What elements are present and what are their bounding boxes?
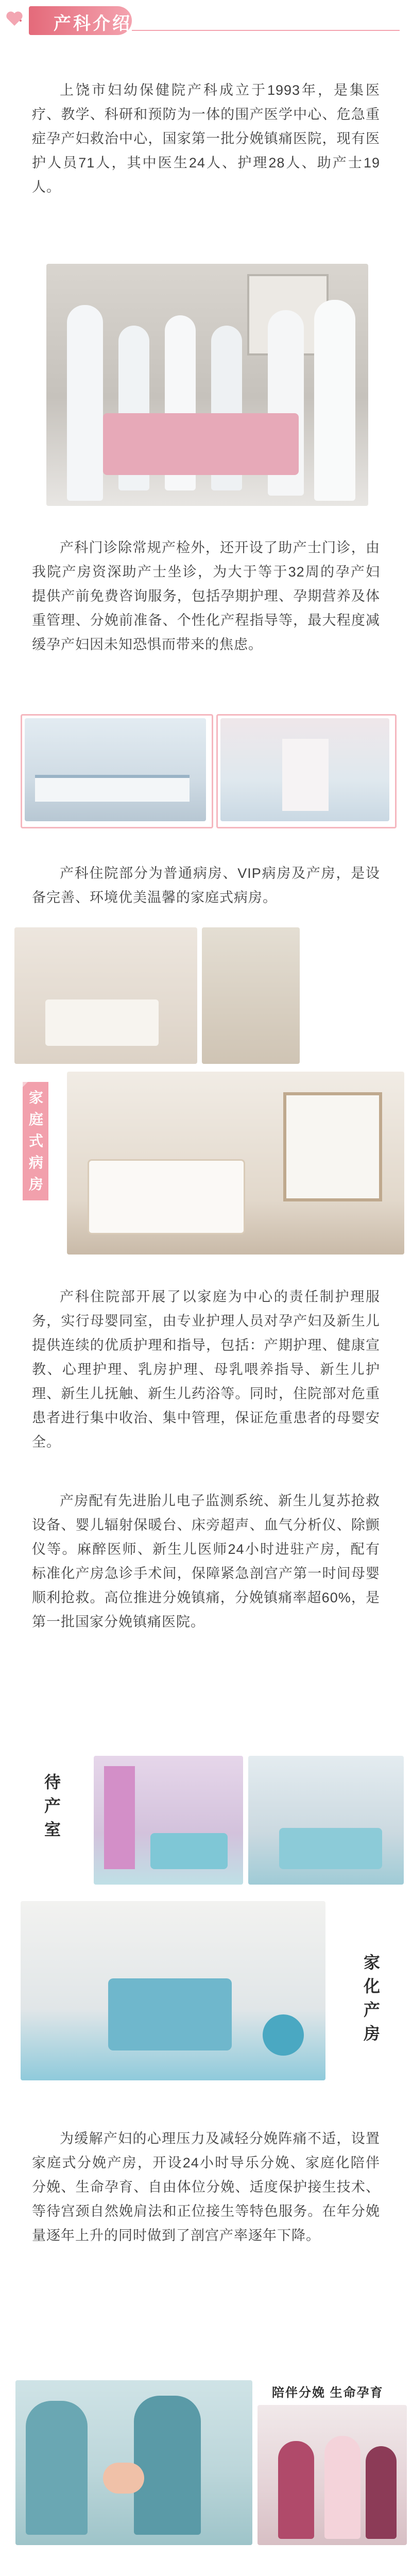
companion-caption: 陪伴分娩 生命孕育: [272, 2386, 384, 2400]
family-ward-photo: [67, 1072, 404, 1255]
family-ward-label: 家庭式病房: [28, 1090, 43, 1192]
ward-bed: [88, 1159, 245, 1234]
delivery-bed: [279, 1828, 382, 1869]
doctor-figure: [67, 305, 103, 501]
page-title: 产科介绍: [54, 14, 132, 33]
equipment-text: 产房配有先进胎儿电子监测系统、新生儿复苏抢救设备、婴儿辐射保暖台、床旁超声、血气分析仪、除颤仪等。麻醉医师、新生儿医师24小时进驻产房，配有标准化产房急诊手术间，保障紧急剖宫产第一时间母婴顺利抢救。高位推进分娩镇痛，分娩镇痛率超60%，是第一批国家分娩镇痛医院。: [32, 1493, 380, 1630]
patient-bed: [103, 413, 299, 475]
labor-support-paragraph: [32, 2127, 380, 2248]
labor-support-text: 为缓解产妇的心理压力及减轻分娩阵痛不适，设置家庭式分娩产房，开设24小时导乐分娩、家庭化陪伴分娩、生命孕育、自由体位分娩、适度保护接生技术、等待宫颈自然娩肩法和正位接生等特色服务。在年分娩量逐年上升的同时做到了剖宫产率逐年下降。: [32, 2131, 380, 2243]
intro-paragraph: [32, 78, 380, 199]
family-member: [324, 2436, 360, 2539]
lobby-counter: [35, 775, 190, 802]
equipment-paragraph: [32, 1489, 380, 1634]
intro-text: 上饶市妇幼保健院产科成立于1993年，是集医疗、教学、科研和预防为一体的围产医学中心、危急重症孕产妇救治中心，国家第一批分娩镇痛医院，现有医护人员71人，其中医生24人、护理28人、助产士19人。: [32, 82, 380, 195]
family-delivery-photo: [21, 1901, 325, 2080]
delivery-bed: [150, 1833, 228, 1869]
heart-icon: [4, 8, 25, 29]
companion-photo-right: [258, 2405, 407, 2545]
companion-photo-left: [15, 2380, 252, 2545]
lobby-photo-right: [220, 718, 389, 821]
ward-bed: [45, 999, 159, 1046]
curtain: [104, 1766, 135, 1869]
medical-staff: [134, 2396, 201, 2535]
waiting-room-label: 待产室: [44, 1773, 61, 1839]
ward-text: 产科住院部分为普通病房、VIP病房及产房，是设备完善、环境优美温馨的家庭式病房。: [32, 866, 380, 905]
delivery-bed: [108, 1978, 232, 2050]
ward-photo-top-left: [14, 927, 197, 1064]
corridor: [282, 739, 329, 811]
care-paragraph: [32, 1285, 380, 1454]
clinic-text: 产科门诊除常规产检外，还开设了助产士门诊，由我院产房资深助产士坐诊，为大于等于32周的孕产妇提供产前免费咨询服务，包括孕期护理、孕期营养及体重管理、分娩前准备、个性化产程指导等，最大程度减缓孕产妇因未知恐惧而带来的焦虑。: [32, 540, 380, 652]
lobby-photo-left: [25, 718, 206, 821]
ward-photo-top-right: [202, 927, 300, 1064]
doctor-figure: [314, 300, 355, 501]
page-header: [0, 0, 412, 41]
care-text: 产科住院部开展了以家庭为中心的责任制护理服务，实行母婴同室，由专业护理人员对孕产妇及新生儿提供连续的优质护理和指导，包括：产期护理、健康宣教、心理护理、乳房护理、母乳喂养指导、新生儿护理、新生儿抚触、新生儿药浴等。同时，住院部对危重患者进行集中收治、集中管理，保证危重患者的母婴安全。: [32, 1289, 380, 1450]
team-photo: [46, 264, 368, 506]
family-member: [278, 2441, 314, 2539]
family-delivery-label: 家化产房: [363, 1953, 380, 2043]
header-underline: [132, 30, 400, 31]
clinic-paragraph: [32, 536, 380, 657]
waiting-room-photo-left: [94, 1756, 243, 1885]
family-ward-label-arrow: [23, 1082, 28, 1087]
birth-ball: [263, 2014, 304, 2056]
family-member: [366, 2446, 397, 2539]
medical-staff: [26, 2401, 88, 2535]
newborn: [103, 2463, 144, 2494]
waiting-room-photo-right: [248, 1756, 404, 1885]
ward-paragraph: [32, 861, 380, 910]
ward-window: [283, 1092, 382, 1201]
